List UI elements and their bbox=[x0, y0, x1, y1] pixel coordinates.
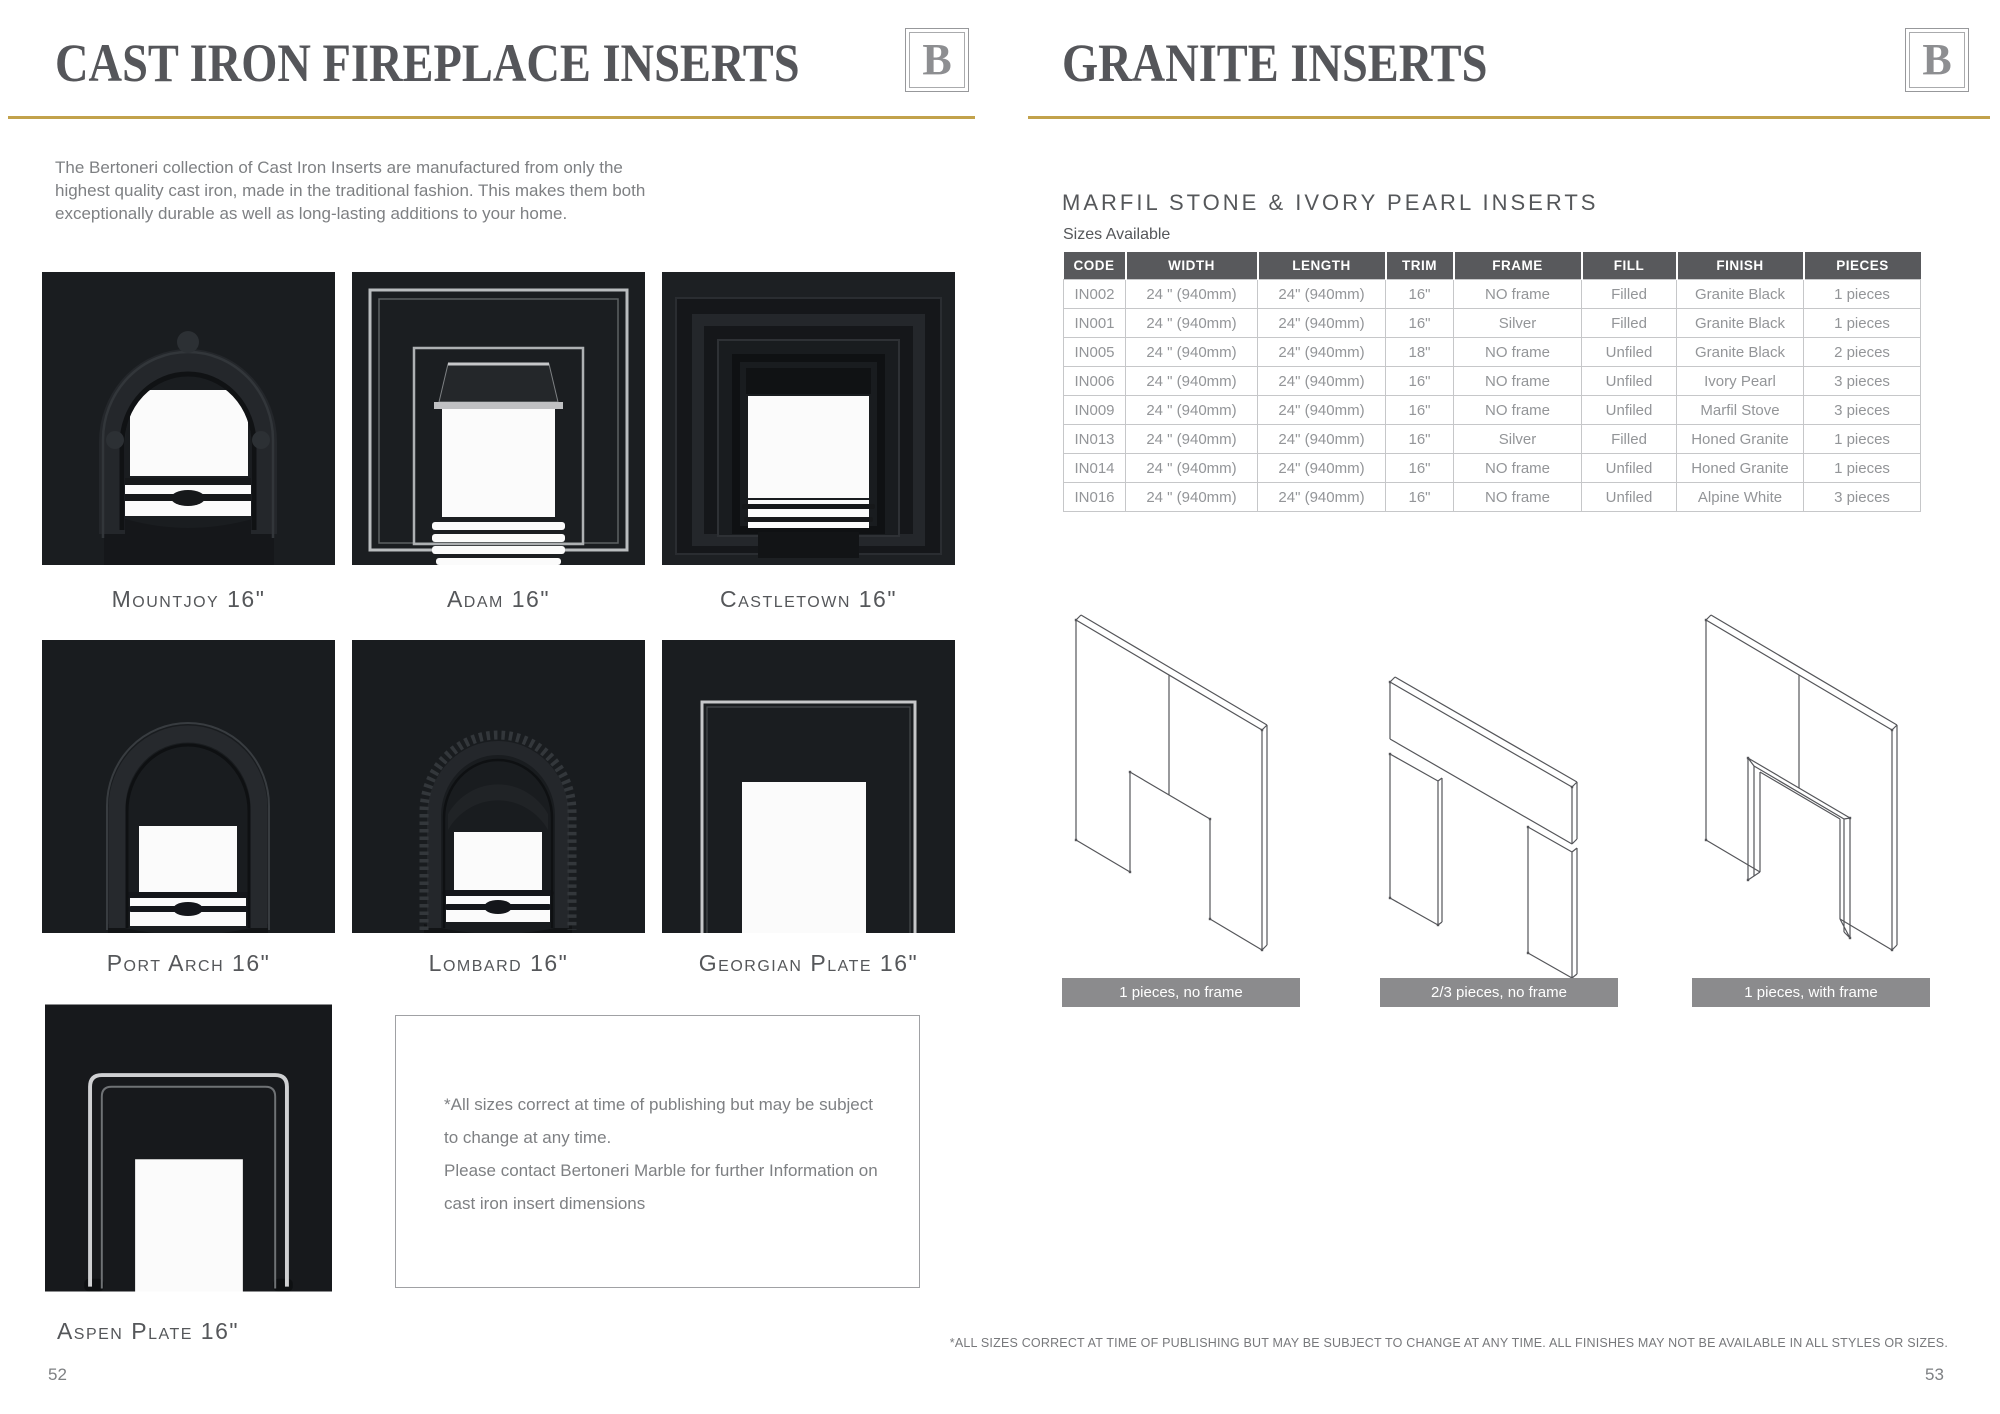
table-cell: Honed Granite bbox=[1677, 454, 1804, 483]
table-cell: 24 " (940mm) bbox=[1126, 367, 1258, 396]
diagram-three-piece-no-frame bbox=[1380, 582, 1620, 987]
table-cell: IN016 bbox=[1064, 483, 1126, 512]
table-cell: 24 " (940mm) bbox=[1126, 454, 1258, 483]
product-label: Lombard 16" bbox=[428, 950, 569, 976]
product-image-aspen-plate bbox=[45, 1003, 332, 1298]
table-cell: NO frame bbox=[1454, 483, 1582, 512]
note-line: to change at any time. bbox=[444, 1128, 612, 1147]
table-cell: Unfiled bbox=[1582, 483, 1677, 512]
table-cell: 3 pieces bbox=[1804, 396, 1921, 425]
intro-paragraph bbox=[55, 156, 645, 225]
table-cell: Unfiled bbox=[1582, 338, 1677, 367]
table-cell: Filled bbox=[1582, 309, 1677, 338]
table-cell: IN009 bbox=[1064, 396, 1126, 425]
table-cell: 24" (940mm) bbox=[1258, 454, 1386, 483]
page-title-left: CAST IRON FIREPLACE INSERTS bbox=[55, 33, 800, 93]
table-cell: 1 pieces bbox=[1804, 280, 1921, 309]
table-cell: Unfiled bbox=[1582, 367, 1677, 396]
table-cell: 24" (940mm) bbox=[1258, 396, 1386, 425]
product-label: Adam 16" bbox=[446, 586, 551, 612]
page-title-right: GRANITE INSERTS bbox=[1062, 33, 1488, 93]
product-label: Castletown 16" bbox=[719, 586, 898, 612]
sizes-table-body bbox=[1064, 280, 1921, 512]
table-cell: NO frame bbox=[1454, 367, 1582, 396]
table-cell: 24" (940mm) bbox=[1258, 338, 1386, 367]
table-cell: 16" bbox=[1386, 309, 1454, 338]
diagram-caption-badge: 2/3 pieces, no frame bbox=[1380, 978, 1618, 1007]
table-cell: 3 pieces bbox=[1804, 367, 1921, 396]
product-image-adam bbox=[352, 272, 645, 570]
product-image-mountjoy bbox=[42, 272, 335, 570]
column-header: FINISH bbox=[1677, 252, 1804, 280]
table-cell: 24 " (940mm) bbox=[1126, 425, 1258, 454]
table-cell: 1 pieces bbox=[1804, 454, 1921, 483]
product-label: Aspen Plate 16" bbox=[56, 1318, 240, 1344]
table-row bbox=[1064, 454, 1921, 483]
table-cell: IN002 bbox=[1064, 280, 1126, 309]
table-header-row bbox=[1064, 252, 1921, 280]
table-cell: 16" bbox=[1386, 367, 1454, 396]
table-cell: 3 pieces bbox=[1804, 483, 1921, 512]
brand-letter: B bbox=[922, 35, 952, 84]
diagram-one-piece-no-frame bbox=[1062, 582, 1302, 987]
table-cell: Honed Granite bbox=[1677, 425, 1804, 454]
footnote: *ALL SIZES CORRECT AT TIME OF PUBLISHING BUT MAY BE SUBJECT TO CHANGE AT ANY TIME. ALL FINISHES MAY NOT BE AVAILABLE IN ALL STYLES OR SIZES. bbox=[949, 1336, 1948, 1350]
table-cell: 24" (940mm) bbox=[1258, 280, 1386, 309]
product-label: Mountjoy 16" bbox=[111, 586, 266, 612]
table-cell: NO frame bbox=[1454, 280, 1582, 309]
product-image-lombard bbox=[352, 640, 645, 938]
table-cell: 24" (940mm) bbox=[1258, 425, 1386, 454]
note-box bbox=[395, 1015, 920, 1288]
table-cell: 16" bbox=[1386, 425, 1454, 454]
table-cell: IN013 bbox=[1064, 425, 1126, 454]
table-cell: 24" (940mm) bbox=[1258, 367, 1386, 396]
table-cell: Granite Black bbox=[1677, 338, 1804, 367]
table-cell: Ivory Pearl bbox=[1677, 367, 1804, 396]
sizes-available-label: Sizes Available bbox=[1063, 226, 1171, 243]
section-title: MARFIL STONE & IVORY PEARL INSERTS bbox=[1062, 190, 1599, 215]
column-header: WIDTH bbox=[1126, 252, 1258, 280]
table-row bbox=[1064, 367, 1921, 396]
table-cell: 18" bbox=[1386, 338, 1454, 367]
table-cell: 1 pieces bbox=[1804, 425, 1921, 454]
table-cell: 24" (940mm) bbox=[1258, 309, 1386, 338]
table-cell: IN005 bbox=[1064, 338, 1126, 367]
table-cell: IN006 bbox=[1064, 367, 1126, 396]
column-header: LENGTH bbox=[1258, 252, 1386, 280]
column-header: FRAME bbox=[1454, 252, 1582, 280]
column-header: TRIM bbox=[1386, 252, 1454, 280]
product-label: Georgian Plate 16" bbox=[698, 950, 919, 976]
table-cell: 24 " (940mm) bbox=[1126, 280, 1258, 309]
table-row bbox=[1064, 309, 1921, 338]
gold-rule-left bbox=[8, 116, 975, 119]
sizes-table bbox=[1063, 252, 1921, 512]
table-cell: 16" bbox=[1386, 483, 1454, 512]
table-cell: IN014 bbox=[1064, 454, 1126, 483]
table-row bbox=[1064, 396, 1921, 425]
table-cell: Granite Black bbox=[1677, 309, 1804, 338]
diagram-caption-badge: 1 pieces, no frame bbox=[1062, 978, 1300, 1007]
table-cell: IN001 bbox=[1064, 309, 1126, 338]
table-cell: Unfiled bbox=[1582, 454, 1677, 483]
page-number-right: 53 bbox=[1925, 1365, 1944, 1384]
column-header: PIECES bbox=[1804, 252, 1921, 280]
table-row bbox=[1064, 338, 1921, 367]
page-number-left: 52 bbox=[48, 1365, 67, 1384]
table-cell: NO frame bbox=[1454, 338, 1582, 367]
column-header: FILL bbox=[1582, 252, 1677, 280]
table-cell: Marfil Stove bbox=[1677, 396, 1804, 425]
diagram-caption-badge: 1 pieces, with frame bbox=[1692, 978, 1930, 1007]
table-cell: Unfiled bbox=[1582, 396, 1677, 425]
brand-monogram-icon bbox=[1905, 28, 1969, 92]
intro-line: highest quality cast iron, made in the traditional fashion. This makes them both bbox=[55, 181, 646, 200]
table-cell: 24 " (940mm) bbox=[1126, 396, 1258, 425]
table-cell: Granite Black bbox=[1677, 280, 1804, 309]
brand-monogram-icon bbox=[905, 28, 969, 92]
table-cell: 24" (940mm) bbox=[1258, 483, 1386, 512]
product-image-port-arch bbox=[42, 640, 335, 938]
table-cell: NO frame bbox=[1454, 454, 1582, 483]
diagram-one-piece-with-frame bbox=[1692, 582, 1932, 987]
table-row bbox=[1064, 280, 1921, 309]
table-cell: Silver bbox=[1454, 309, 1582, 338]
product-label: Port Arch 16" bbox=[106, 950, 271, 976]
note-line: cast iron insert dimensions bbox=[444, 1194, 646, 1213]
table-row bbox=[1064, 425, 1921, 454]
table-cell: 24 " (940mm) bbox=[1126, 483, 1258, 512]
column-header: CODE bbox=[1064, 252, 1126, 280]
table-cell: Silver bbox=[1454, 425, 1582, 454]
gold-rule-right bbox=[1028, 116, 1990, 119]
table-cell: Alpine White bbox=[1677, 483, 1804, 512]
table-cell: 24 " (940mm) bbox=[1126, 338, 1258, 367]
table-cell: 16" bbox=[1386, 280, 1454, 309]
product-image-castletown bbox=[662, 272, 955, 570]
brand-letter: B bbox=[1922, 35, 1952, 84]
table-cell: 16" bbox=[1386, 454, 1454, 483]
note-line: Please contact Bertoneri Marble for further Information on bbox=[444, 1161, 878, 1180]
product-image-georgian-plate bbox=[662, 640, 955, 938]
table-cell: 1 pieces bbox=[1804, 309, 1921, 338]
table-cell: Filled bbox=[1582, 425, 1677, 454]
table-cell: Filled bbox=[1582, 280, 1677, 309]
table-cell: 16" bbox=[1386, 396, 1454, 425]
table-cell: 24 " (940mm) bbox=[1126, 309, 1258, 338]
intro-line: exceptionally durable as well as long-lasting additions to your home. bbox=[55, 204, 568, 223]
note-line: *All sizes correct at time of publishing but may be subject bbox=[444, 1095, 873, 1114]
table-cell: NO frame bbox=[1454, 396, 1582, 425]
table-cell: 2 pieces bbox=[1804, 338, 1921, 367]
intro-line: The Bertoneri collection of Cast Iron Inserts are manufactured from only the bbox=[55, 158, 623, 177]
table-row bbox=[1064, 483, 1921, 512]
